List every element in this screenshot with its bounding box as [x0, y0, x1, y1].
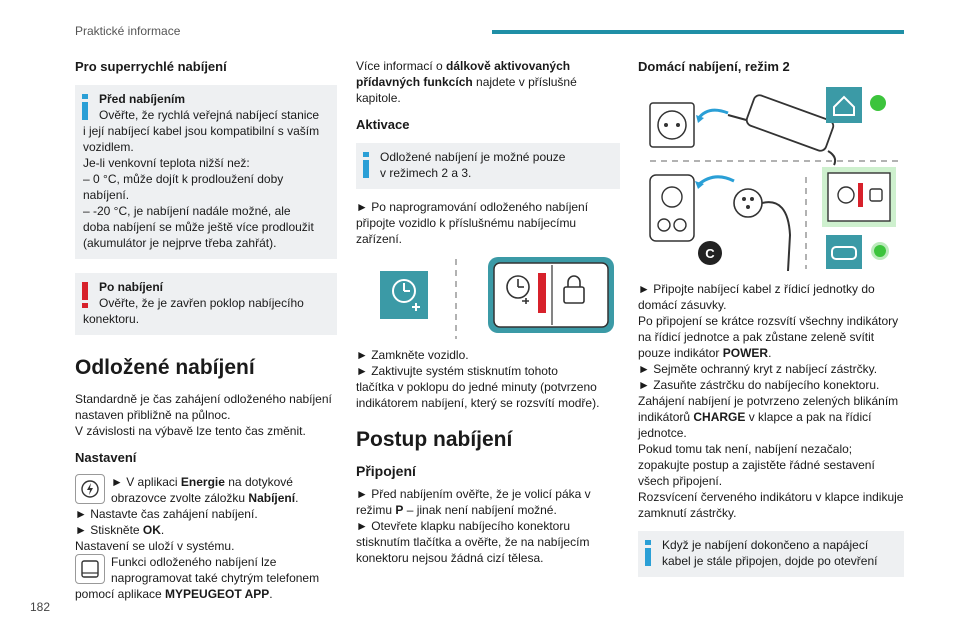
- charging-flap-panel: [488, 257, 614, 333]
- column-1: [75, 58, 337, 602]
- note-title: Před nabíjením: [99, 92, 186, 106]
- note-line: konektoru.: [83, 312, 140, 326]
- note-line: nabíjení.: [83, 188, 130, 202]
- header-accent-bar: [492, 30, 904, 34]
- note-line: Odložené nabíjení je možné pouze: [380, 150, 566, 164]
- heading-settings: Nastavení: [75, 450, 137, 465]
- intro-line: V závislosti na výbavě lze tento čas změnit.: [75, 424, 306, 438]
- more-info-paragraph: Více informací o dálkově aktivovaných přídavných funkcích najdete v příslušné kapitole.: [356, 59, 577, 105]
- info-icon: [644, 540, 652, 566]
- step-energy-app: ► V aplikaci Energie na dotykové obrazovce zvolte záložku Nabíjení.: [75, 474, 337, 506]
- info-icon: [362, 152, 370, 178]
- home-mode-icon: [826, 87, 886, 123]
- flap-indicator-panel: [822, 167, 896, 227]
- note-line: Je-li venkovní teplota nižší než:: [83, 156, 250, 170]
- step-press-ok: ► Stiskněte OK.: [75, 523, 165, 537]
- home-charging-illustration: [638, 85, 904, 275]
- note-line: v režimech 2 a 3.: [380, 166, 472, 180]
- step-insert-plug: ► Zasuňte zástrčku do nabíjecího konektoru.: [638, 378, 880, 392]
- warning-note-after-charging: [75, 273, 337, 335]
- step-connect-unit: ► Připojte nabíjecí kabel z řídicí jednotky do domácí zásuvky.: [638, 282, 875, 312]
- column-3: [638, 58, 904, 587]
- column-2: [356, 58, 620, 566]
- connection-step-flap: stisknutím tlačítka a ověřte, že na nabíjecím: [356, 535, 590, 549]
- note-line: vozidlem.: [83, 140, 134, 154]
- heading-home-charging: Domácí nabíjení, režim 2: [638, 59, 790, 74]
- note-line: (akumulátor je nejprve třeba zahřát).: [83, 236, 277, 250]
- running-header: Praktické informace: [75, 24, 181, 38]
- note-line: Ověřte, že rychlá veřejná nabíjecí stanice: [99, 108, 320, 122]
- note-line: – 0 °C, může dojít k prodloužení doby: [83, 172, 284, 186]
- info-note-modes: [356, 143, 620, 189]
- note-line: Když je nabíjení dokončeno a napájecí: [662, 538, 869, 552]
- step-mypeugeot-app: Funkci odloženého nabíjení lze naprogramovat také chytrým telefonem pomocí aplikace MYPEUGEOT APP.: [75, 555, 320, 601]
- charging-plug: [734, 189, 790, 271]
- step-set-time: ► Nastavte čas zahájení nabíjení.: [75, 507, 258, 521]
- heading-charging-procedure: Postup nabíjení: [356, 428, 513, 451]
- note-line: kabel je stále připojen, dojde po otevření: [662, 554, 878, 568]
- step-charge-indicator: Zahájení nabíjení je potvrzeno zelených blikáním indikátorů CHARGE v klapce a pak na řídicí jednotce.: [638, 394, 899, 440]
- smartphone-app-icon: [75, 554, 105, 584]
- connector-type-badge: [698, 241, 722, 265]
- step-remove-cover: ► Sejměte ochranný kryt z nabíjecí zástrčky.: [638, 362, 878, 376]
- note-title: Po nabíjení: [99, 280, 164, 294]
- heading-activation: Aktivace: [356, 117, 410, 132]
- intro-line: nastaven přibližně na půlnoc.: [75, 408, 231, 422]
- charging-flap-illustration: [356, 255, 620, 341]
- info-icon: [81, 94, 89, 120]
- step-red-indicator: Rozsvícení červeného indikátoru v klapce indikuje zamknutí zástrčky.: [638, 490, 904, 520]
- vehicle-charging-connector: [650, 175, 694, 241]
- step-not-started: Pokud tomu tak není, nabíjení nezačalo; zopakujte postup a zajistěte řádné sestavení všech připojení.: [638, 442, 875, 488]
- note-line: doba nabíjení se může ještě více prodloužit: [83, 220, 314, 234]
- energy-app-icon: [75, 474, 105, 504]
- warning-icon: [81, 282, 89, 308]
- lock-line: tlačítka v poklopu do jedné minuty (potvrzeno: [356, 380, 597, 394]
- heading-superfast: Pro superrychlé nabíjení: [75, 59, 227, 74]
- note-line: Ověřte, že je zavřen poklop nabíjecího: [99, 296, 304, 310]
- heading-connection: Připojení: [356, 463, 416, 479]
- step-saved: Nastavení se uloží v systému.: [75, 539, 235, 553]
- note-line: – -20 °C, je nabíjení nadále možné, ale: [83, 204, 291, 218]
- connection-step-flap: konektoru nejsou žádná cizí tělesa.: [356, 551, 544, 565]
- info-note-charging-done: [638, 531, 904, 577]
- control-unit-cable: [728, 94, 835, 165]
- step-power-indicator: Po připojení se krátce rozsvítí všechny indikátory na řídicí jednotce a pak zůstane zeleně svítit pouze indikátor POWER.: [638, 314, 899, 360]
- note-line: i její nabíjecí kabel jsou kompatibilní s vaším: [83, 124, 320, 138]
- page-number: 182: [30, 600, 51, 614]
- prog-line: ► Po naprogramování odloženého nabíjení: [356, 200, 589, 214]
- deferred-charge-button-icon: [380, 271, 428, 319]
- prog-line: zařízení.: [356, 232, 403, 246]
- vehicle-mode-icon: [826, 235, 889, 269]
- lock-line: indikátorem nabíjení, který se rozsvítí modře).: [356, 396, 600, 410]
- info-note-before-charging: [75, 85, 337, 259]
- svg-text:C: C: [705, 246, 715, 261]
- lock-line: ► Zamkněte vozidlo.: [356, 348, 469, 362]
- household-socket-icon: [650, 103, 694, 147]
- connection-step-flap: ► Otevřete klapku nabíjecího konektoru: [356, 519, 570, 533]
- connection-step-gear: ► Před nabíjením ověřte, že je volicí páka v režimu P – jinak není nabíjení možné.: [356, 487, 591, 517]
- intro-line: Standardně je čas zahájení odloženého nabíjení: [75, 392, 332, 406]
- prog-line: připojte vozidlo k příslušnému nabíjecímu: [356, 216, 577, 230]
- heading-deferred-charging: Odložené nabíjení: [75, 356, 255, 379]
- lock-line: ► Zaktivujte systém stisknutím tohoto: [356, 364, 558, 378]
